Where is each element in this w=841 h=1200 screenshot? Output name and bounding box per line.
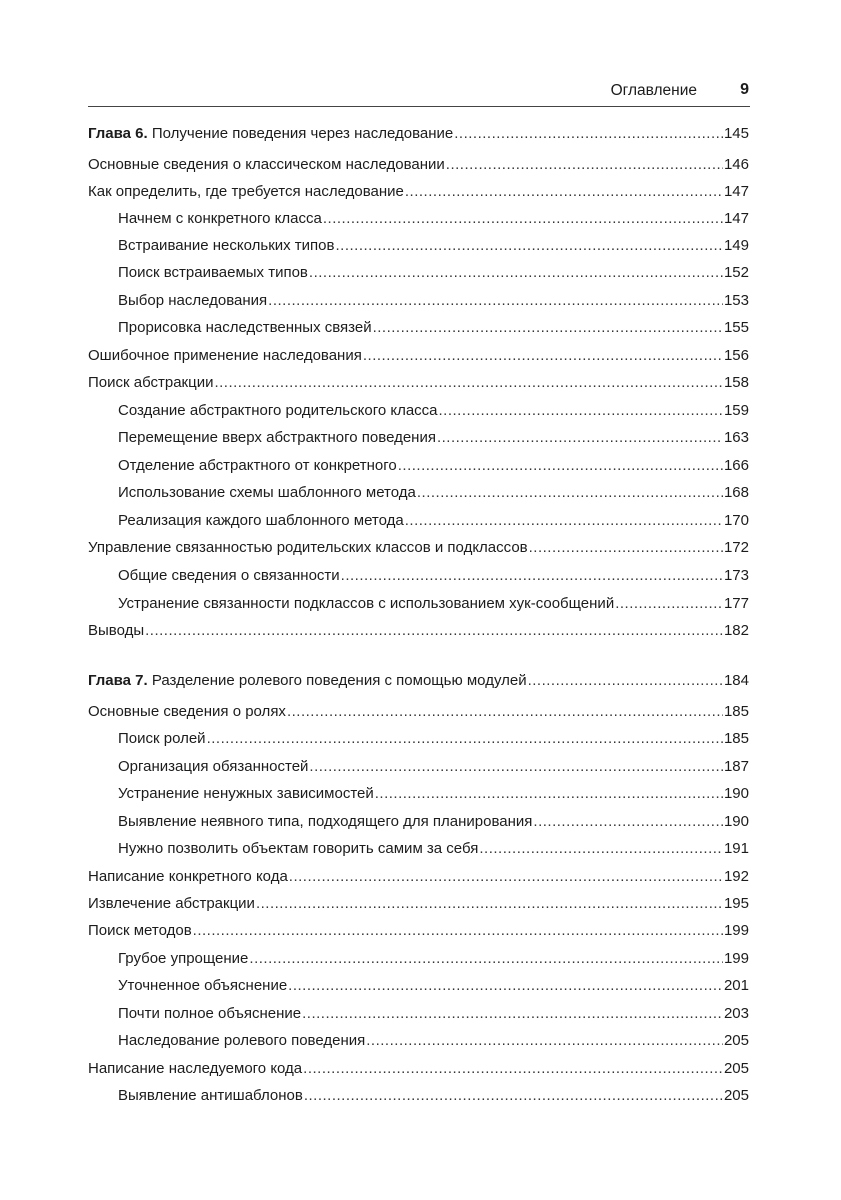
- dot-leader: [214, 373, 723, 393]
- toc-entry-title: Почти полное объяснение: [118, 1005, 302, 1022]
- toc-page-number: 145: [723, 125, 749, 142]
- dot-leader: [366, 1031, 723, 1051]
- toc-entry-title: Управление связанностью родительских классов и подклассов: [88, 539, 528, 556]
- toc-entry-title: Устранение ненужных зависимостей: [118, 785, 374, 802]
- toc-entry-title: Встраивание нескольких типов: [118, 237, 335, 254]
- toc-subentry: [118, 401, 749, 421]
- toc-entry-title: Как определить, где требуется наследование: [88, 183, 404, 200]
- dot-leader: [479, 839, 723, 859]
- toc-entry-title: Поиск встраиваемых типов: [118, 264, 308, 281]
- dot-leader: [363, 346, 723, 366]
- chapter-label: Глава 7.: [88, 672, 148, 689]
- toc-subentry: [118, 757, 749, 777]
- toc-subentry: [118, 511, 749, 531]
- toc-entry-title: Наследование ролевого поведения: [118, 1032, 366, 1049]
- toc-page-number: 147: [723, 183, 749, 200]
- toc-page-number: 201: [723, 977, 749, 994]
- toc-page-number: 185: [723, 730, 749, 747]
- toc-page-number: 147: [723, 210, 749, 227]
- dot-leader: [417, 483, 723, 503]
- toc-chapter-6: [88, 124, 749, 144]
- dot-leader: [302, 1004, 723, 1024]
- toc-subentry: [118, 483, 749, 503]
- toc-page-number: 190: [723, 813, 749, 830]
- toc-subentry: [118, 318, 749, 338]
- dot-leader: [309, 757, 723, 777]
- toc-page-number: 182: [723, 622, 749, 639]
- toc-entry: [88, 921, 749, 941]
- toc-page-number: 159: [723, 402, 749, 419]
- dot-leader: [437, 428, 723, 448]
- toc-page-number: 149: [723, 237, 749, 254]
- toc-page-number: 177: [723, 595, 749, 612]
- toc-page-number: 155: [723, 319, 749, 336]
- toc-entry: [88, 702, 749, 722]
- dot-leader: [405, 511, 723, 531]
- chapter-title: Получение поведения через наследование: [151, 125, 454, 142]
- dot-leader: [375, 784, 723, 804]
- dot-leader: [268, 291, 723, 311]
- dot-leader: [529, 538, 723, 558]
- toc-subentry: [118, 456, 749, 476]
- toc-entry-title: Поиск абстракции: [88, 374, 214, 391]
- toc-entry-title: Поиск ролей: [118, 730, 206, 747]
- toc-subentry: [118, 209, 749, 229]
- toc-entry-title: [88, 124, 453, 144]
- toc-subentry: [118, 236, 749, 256]
- dot-leader: [533, 812, 723, 832]
- toc-page-number: 199: [723, 922, 749, 939]
- toc-subentry: [118, 566, 749, 586]
- running-header: [88, 78, 750, 107]
- toc-page-number: 184: [723, 672, 749, 689]
- header-section-title: Оглавление: [610, 82, 697, 99]
- toc-entry-title: Устранение связанности подклассов с использованием хук-сообщений: [118, 595, 615, 612]
- dot-leader: [193, 921, 723, 941]
- toc-entry-title: Использование схемы шаблонного метода: [118, 484, 416, 501]
- toc-page-number: 205: [723, 1087, 749, 1104]
- toc-entry-title: Грубое упрощение: [118, 950, 249, 967]
- toc-entry-title: Отделение абстрактного от конкретного: [118, 457, 397, 474]
- toc-page-number: 205: [723, 1060, 749, 1077]
- dot-leader: [309, 263, 723, 283]
- toc-entry-title: Общие сведения о связанности: [118, 567, 340, 584]
- toc-page-number: 187: [723, 758, 749, 775]
- toc-page-number: 185: [723, 703, 749, 720]
- toc-entry-title: Выявление неявного типа, подходящего для планирования: [118, 813, 533, 830]
- toc-entry: [88, 373, 749, 393]
- toc-subentry: [118, 1004, 749, 1024]
- dot-leader: [288, 976, 723, 996]
- toc-entry-title: [88, 671, 527, 691]
- toc-entry-title: Прорисовка наследственных связей: [118, 319, 372, 336]
- toc-entry-title: Начнем с конкретного класса: [118, 210, 322, 227]
- toc-entry: [88, 346, 749, 366]
- toc-subentry: [118, 1031, 749, 1051]
- toc-subentry: [118, 976, 749, 996]
- toc-subentry: [118, 1086, 749, 1106]
- dot-leader: [303, 1059, 723, 1079]
- chapter-label: Глава 6.: [88, 125, 148, 142]
- dot-leader: [323, 209, 723, 229]
- toc-entry-title: Извлечение абстракции: [88, 895, 255, 912]
- dot-leader: [335, 236, 722, 256]
- toc-entry: [88, 538, 749, 558]
- toc-page-number: 166: [723, 457, 749, 474]
- toc-entry-title: Уточненное объяснение: [118, 977, 288, 994]
- dot-leader: [528, 671, 723, 691]
- toc-page-number: 190: [723, 785, 749, 802]
- toc-subentry: [118, 594, 749, 614]
- toc-entry: [88, 155, 749, 175]
- toc-subentry: [118, 263, 749, 283]
- toc-page-number: 168: [723, 484, 749, 501]
- toc-page-number: 195: [723, 895, 749, 912]
- toc-page-number: 173: [723, 567, 749, 584]
- toc-entry-title: Создание абстрактного родительского класса: [118, 402, 438, 419]
- toc-page-number: 191: [723, 840, 749, 857]
- toc-entry-title: Реализация каждого шаблонного метода: [118, 512, 404, 529]
- header-page-number: 9: [740, 81, 749, 98]
- dot-leader: [373, 318, 723, 338]
- toc-entry-title: Перемещение вверх абстрактного поведения: [118, 429, 436, 446]
- toc-page-number: 158: [723, 374, 749, 391]
- dot-leader: [256, 894, 723, 914]
- toc-subentry: [118, 949, 749, 969]
- toc-subentry: [118, 729, 749, 749]
- toc-entry: [88, 621, 749, 641]
- toc-page-number: 199: [723, 950, 749, 967]
- toc-entry-title: Основные сведения о классическом наследовании: [88, 156, 445, 173]
- dot-leader: [615, 594, 723, 614]
- toc-entry: [88, 182, 749, 202]
- toc-entry: [88, 894, 749, 914]
- toc-entry-title: Ошибочное применение наследования: [88, 347, 362, 364]
- toc-chapter-7: [88, 671, 749, 691]
- toc-entry-title: Выбор наследования: [118, 292, 268, 309]
- dot-leader: [289, 867, 723, 887]
- toc-page-number: 172: [723, 539, 749, 556]
- toc-subentry: [118, 428, 749, 448]
- toc-entry-title: Выявление антишаблонов: [118, 1087, 303, 1104]
- toc-page-number: 192: [723, 868, 749, 885]
- toc-page-number: 170: [723, 512, 749, 529]
- toc-subentry: [118, 291, 749, 311]
- dot-leader: [405, 182, 723, 202]
- dot-leader: [398, 456, 723, 476]
- dot-leader: [304, 1086, 723, 1106]
- toc-subentry: [118, 812, 749, 832]
- toc-page-number: 152: [723, 264, 749, 281]
- toc-page-number: 163: [723, 429, 749, 446]
- dot-leader: [439, 401, 723, 421]
- toc-page-number: 156: [723, 347, 749, 364]
- toc-entry-title: Основные сведения о ролях: [88, 703, 286, 720]
- toc-entry-title: Нужно позволить объектам говорить самим за себя: [118, 840, 479, 857]
- toc-entry: [88, 1059, 749, 1079]
- toc-entry-title: Написание конкретного кода: [88, 868, 288, 885]
- dot-leader: [454, 124, 723, 144]
- toc-entry-title: Организация обязанностей: [118, 758, 309, 775]
- toc-entry: [88, 867, 749, 887]
- toc-page-number: 205: [723, 1032, 749, 1049]
- toc-subentry: [118, 784, 749, 804]
- toc-entry-title: Поиск методов: [88, 922, 192, 939]
- chapter-title: Разделение ролевого поведения с помощью модулей: [151, 672, 527, 689]
- toc-page-number: 203: [723, 1005, 749, 1022]
- dot-leader: [341, 566, 723, 586]
- dot-leader: [207, 729, 723, 749]
- dot-leader: [145, 621, 723, 641]
- toc-page-number: 153: [723, 292, 749, 309]
- dot-leader: [249, 949, 723, 969]
- dot-leader: [287, 702, 723, 722]
- toc-entry-title: Написание наследуемого кода: [88, 1060, 303, 1077]
- dot-leader: [446, 155, 723, 175]
- toc-page-number: 146: [723, 156, 749, 173]
- toc-entry-title: Выводы: [88, 622, 145, 639]
- toc-subentry: [118, 839, 749, 859]
